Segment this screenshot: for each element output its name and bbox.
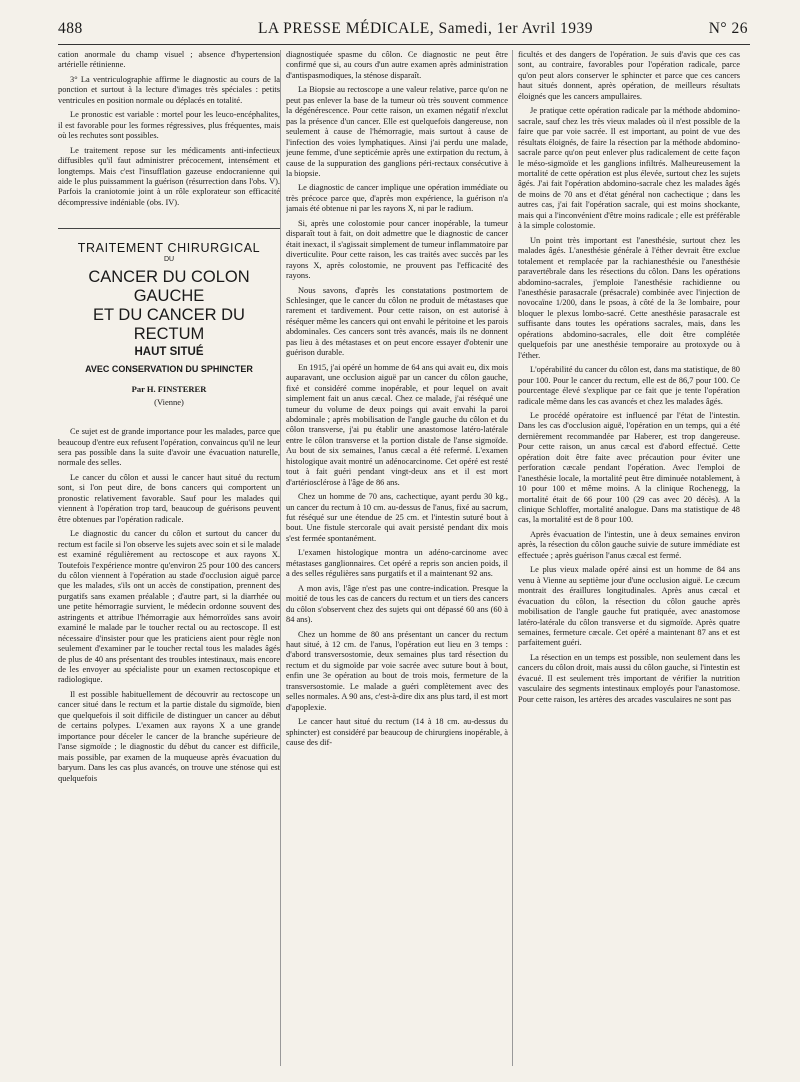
article-location: (Vienne) — [154, 396, 184, 407]
paragraph: Le diagnostic de cancer implique une opération immédiate ou très précoce parce que, d'après mon expérience, la guérison n'a jamais été obtenue ni par les rayons X, ni par le radium. — [286, 183, 508, 214]
paragraph: Nous savons, d'après les constatations postmortem de Schlesinger, que le cancer du côlon ne produit de métastases que rarement et tardivement. Pour cette raison, on est autorisé à réséquer même les cancers qui ont envahi le péritoine et les parois abdominales. Ces cancers sont très avancés, mais ils ne donnent pas lieu à des métastases et on peut encore essayer d'obtenir une guérison durable. — [286, 285, 508, 358]
paragraph: La résection en un temps est possible, non seulement dans les cancers du côlon droit, mais aussi du côlon gauche, si l'intestin est évacué. Il est seulement très important de vérifier la nutrition vasculaire des segments intestinaux employés pour l'anastomose. Pour cette raison, les artères des arcades vasculaires ne sont pas — [518, 652, 740, 704]
paragraph: diagnostiquée spasme du côlon. Ce diagnostic ne peut être confirmé que si, au cours d'un autre examen après administration d'antispasmodiques, la sténose disparaît. — [286, 50, 508, 80]
paragraph: Il est possible habituellement de découvrir au rectoscope un cancer situé dans le rectum et la partie distale du sigmoïde, bien que quelquefois il soit difficile de distinguer un cancer au début de certains polypes. L'examen aux rayons X a une grande importance pour déceler le cancer de la branche supérieure de l'anse sigmoïde ; le diagnostic du début du cancer est difficile, mais possible, par examen de la muqueuse après évacuation du baryum. Dans les cas plus avancés, on trouve une sténose qui est quelquefois — [58, 689, 280, 783]
paragraph: 3° La ventriculographie affirme le diagnostic au cours de la ponction et surtout à la lecture d'images très spéciales : petits ventricules en position normale ou déplacés en totalité. — [58, 74, 280, 105]
previous-article-end — [58, 50, 280, 208]
paragraph: Le traitement repose sur les médicaments anti-infectieux diffusibles qu'il faut administrer précocement, intensément et longtemps. Mais c'est l'insufflation gazeuse endocranienne qui aide le plus puissamment la guérison (résurrection dans l'obs. V). Parfois la craniotomie joint à un rôle explorateur son efficacité décompressive indéniable (obs. IV). — [58, 145, 280, 207]
column-divider — [512, 50, 513, 1066]
issue-number: N° 26 — [708, 20, 748, 37]
paragraph: L'examen histologique montra un adéno-carcinome avec métastases ganglionnaires. Cet opéré a repris son ancien poids, il a des selles régulières sans purgatifs et il a maintenant 92 ans. — [286, 548, 508, 579]
article-body-start — [58, 427, 280, 784]
article-section: TRAITEMENT CHIRURGICAL — [77, 241, 261, 256]
article-title-line-1: CANCER DU COLON GAUCHE — [88, 268, 250, 306]
paragraph: cation anormale du champ visuel ; absence d'hypertension artérielle rétinienne. — [58, 50, 280, 70]
paragraph: Chez un homme de 70 ans, cachectique, ayant perdu 30 kg., un cancer du rectum à 10 cm. au-dessus de l'anus, fixé au sacrum, fut réséqué sur une étendue de 25 cm. et l'intestin suturé bout à bout. Une fistule stercorale qui avait persisté pendant dix mois s'est fermée spontanément. — [286, 492, 508, 543]
journal-title: LA PRESSE MÉDICALE, Samedi, 1er Avril 1939 — [258, 20, 594, 37]
column-3 — [518, 50, 740, 1066]
paragraph: Le pronostic est variable : mortel pour les leuco-encéphalites, il est favorable pour les formes régressives, plus fréquentes, mais où les rechutes sont possibles. — [58, 110, 280, 141]
article-subtitle: HAUT SITUÉ — [134, 346, 204, 359]
paragraph: L'opérabilité du cancer du côlon est, dans ma statistique, de 80 pour 100. Pour le cancer du rectum, elle est de 86,7 pour 100. Ce pourcentage élevé s'explique par ce fait que je tente l'opération radicale même dans les cas avancés et chez les malades âgés. — [518, 365, 740, 406]
paragraph: ficultés et des dangers de l'opération. Je suis d'avis que ces cas sont, au contraire, favorables pour l'opération radicale, parce qu'on peut alors conserver le sphincter et parce que ces cancers haut situés donnent, après opération, de meilleurs résultats éloignés que les cancers ampullaires. — [518, 50, 740, 101]
paragraph: En 1915, j'ai opéré un homme de 64 ans qui avait eu, dix mois auparavant, une occlusion aiguë par un cancer du côlon gauche, fixé et considéré comme inopérable, et pour lequel on avait simplement fait un anus cæcal. Chez ce malade, j'ai réséqué une tumeur du volume de deux poings qui avait envahi la paroi abdominale ; après mobilisation de l'angle gauche du côlon et du côlon transverse, j'ai pu établir une anastomose latéro-latérale entre le côlon transverse et la portion distale de l'anse sigmoïde. Au bout de six semaines, l'anus cæcal a été refermé. L'examen histologique avait montré un adénocarcinome. Cet opéré est resté tout à fait guéri pendant vingt-deux ans et il est mort d'artériosclérose à l'âge de 86 ans. — [286, 362, 508, 487]
paragraph: Le diagnostic du cancer du côlon et surtout du cancer du rectum est facile si l'on observe les sujets avec soin et si le malade est examiné régulièrement au rectoscope et aux rayons X. Toutefois l'expérience montre qu'environ 25 pour 100 des cancers du côlon viennent à l'opération au stade d'occlusion aiguë parce que les malades, s'ils ont un accès de constipation, prennent des purgatifs sans examen préalable ; d'autre part, si la diarrhée ou une petite hémorragie survient, le médecin ordonne souvent des astringents et attribue l'hémorragie aux hémorroïdes sans avoir examiné le malade par le toucher rectal ou au rectoscope. Il est nécessaire d'insister pour que les praticiens aient pour règle non seulement d'examiner par le toucher rectal tous les malades âgés de plus de 40 ans présentant des troubles intestinaux, mais encore de les envoyer au spécialiste pour un examen rectoscopique et radiologique. — [58, 529, 280, 685]
paragraph: Un point très important est l'anesthésie, surtout chez les malades âgés. L'anesthésie générale à l'éther devrait être exclue totalement et remplacée par la rachianesthésie ou l'anesthésie paravertébrale dans les résections du côlon. Dans les opérations abdomino-sacrales, j'emploie l'anesthésie rachidienne ou l'anesthésie parasacrale (présacrale) combinée avec l'injection de novocaïne 1/200, dans le psoas, à côté de la 3e lombaire, pour bloquer le plexus lombo-sacré. Cette anesthésie parasacrale est suffisante dans toutes les opérations sacrales, mais, dans les opérations abdomino-sacrales, elle doit être complétée quelquefois par une anesthésie temporaire au protoxyde ou à l'éther. — [518, 235, 740, 360]
column-divider — [280, 50, 281, 1066]
article-separator — [58, 228, 280, 229]
paragraph: La Biopsie au rectoscope a une valeur relative, parce qu'on ne peut pas enlever la base de la tumeur où très souvent commence la dégénérescence. Pour cette raison, un examen négatif n'exclut pas la présence d'un cancer. Elle est quelquefois dangereuse, non seulement à cause de l'hémorragie, mais surtout à cause de l'infection des voies lymphatiques. Ainsi j'ai perdu une malade, jeune femme, d'une septicémie après une extirpation du rectum, à cause de la suppuration des ganglions péri-rectaux consécutive à la biopsie. — [286, 85, 508, 178]
paragraph: A mon avis, l'âge n'est pas une contre-indication. Presque la moitié de tous les cas de cancers du rectum et un tiers des cancers du côlon s'observent chez des sujets qui ont dépassé 60 ans (60 à 84 ans). — [286, 583, 508, 625]
paragraph: Si, après une colostomie pour cancer inopérable, la tumeur disparaît tout à fait, on doit admettre que le diagnostic de cancer était inexact, il s'agissait simplement de tumeur inflammatoire par diverticulite. Pour cette raison, les cas traités avec succès par les rayons X, après colostomie, ne prouvent pas l'efficacité des rayons. — [286, 218, 508, 281]
paragraph: Après évacuation de l'intestin, une à deux semaines environ après, la résection du côlon gauche suivie de suture immédiate est effectuée ; après guérison l'anus cæcal est fermé. — [518, 529, 740, 560]
column-2 — [286, 50, 508, 1066]
header-rule — [58, 44, 750, 45]
article-subtitle-2: AVEC CONSERVATION DU SPHINCTER — [85, 363, 253, 374]
article-heading — [58, 243, 280, 407]
paragraph: Le plus vieux malade opéré ainsi est un homme de 84 ans venu à Vienne au septième jour d'une occlusion aiguë. Le cæcum montrait des éraillures longitudinales. Après anus cæcal et évacuation du côlon, la résection du côlon gauche après mobilisation de l'angle gauche fut pratiquée, avec anastomose latéro-latérale du côlon transverse et du sigmoïde. Après quatre semaines, fermeture cæcale. Cet opéré a maintenant 87 ans et est parfaitement guéri. — [518, 565, 740, 648]
paragraph: Le procédé opératoire est influencé par l'état de l'intestin. Dans les cas d'occlusion aiguë, l'opération en un temps, qui a été dernièrement recommandée par Haberer, est trop dangereuse. Pour cette raison, un anus cæcal est d'abord effectué. Cette opération doit être faite avec précaution pour éviter une perforation cæcale pendant l'opération. Avec l'emploi de l'anesthésie locale, la mortalité peut être diminuée notablement, à 10 pour 100 et même moins. A la clinique Rochenegg, la mortalité était de 66 pour 100 (29 cas avec 20 décès). A la clinique Schloffer, mortalité analogue. Dans ma statistique de 48 cas, la mortalité est de 8 pour 100. — [518, 410, 740, 525]
article-author: Par H. FINSTERER — [131, 384, 207, 395]
article-title-line-2: ET DU CANCER DU RECTUM — [93, 306, 245, 344]
page-number: 488 — [58, 20, 83, 37]
paragraph: Chez un homme de 80 ans présentant un cancer du rectum haut situé, à 12 cm. de l'anus, l'opération eut lieu en 3 temps : d'abord transversostomie, deux semaines plus tard résection du rectum et du sigmoïde par voie sacrée avec suture bout à bout, enfin une 3e opération au bout de trois mois, fermeture de la transversostomie. Le malade a guéri complètement avec des selles normales. A 90 ans, c'est-à-dire dix ans plus tard, il est mort d'apoplexie. — [286, 629, 508, 712]
page-header — [58, 20, 748, 42]
paragraph: Le cancer haut situé du rectum (14 à 18 cm. au-dessus du sphincter) est considéré par beaucoup de chirurgiens inopérable, à cause des dif- — [286, 717, 508, 748]
column-1 — [58, 50, 280, 1066]
paragraph: Le cancer du côlon et aussi le cancer haut situé du rectum sont, si l'on peut dire, de bons cancers qui comportent un pronostic relativement favorable. Sauf pour les malades qui viennent à l'opération trop tard, beaucoup de guérisons peuvent être obtenues par l'opération radicale. — [58, 472, 280, 524]
paragraph: Ce sujet est de grande importance pour les malades, parce que beaucoup d'entre eux refusent l'opération, convaincus qu'il ne leur sera pas possible dans la suite d'avoir une évacuation naturelle, normale des selles. — [58, 427, 280, 468]
article-du: DU — [163, 255, 175, 263]
paragraph: Je pratique cette opération radicale par la méthode abdomino-sacrale, sauf chez les très vieux malades où il n'est possible de la faire que par voie sacrée. Il est important, au point de vue des résultats éloignés, de faire la résection par la méthode abdomino-sacrale parce qu'on peut enlever plus radicalement de cette façon le méso-sigmoïde et les ganglions infiltrés. Malheureusement la mortalité de cette opération est plus élevée, surtout chez les sujets âgés. J'ai fait l'opération abdomino-sacrale chez les malades âgés de moins de 70 ans et d'état général non cachectique ; dans les autres cas, j'ai fait l'opération sacrale, qui est moins shockante, mais qui a l'inconvénient d'être moins radicale ; elle est préférable à la simple colostomie. — [518, 106, 740, 231]
